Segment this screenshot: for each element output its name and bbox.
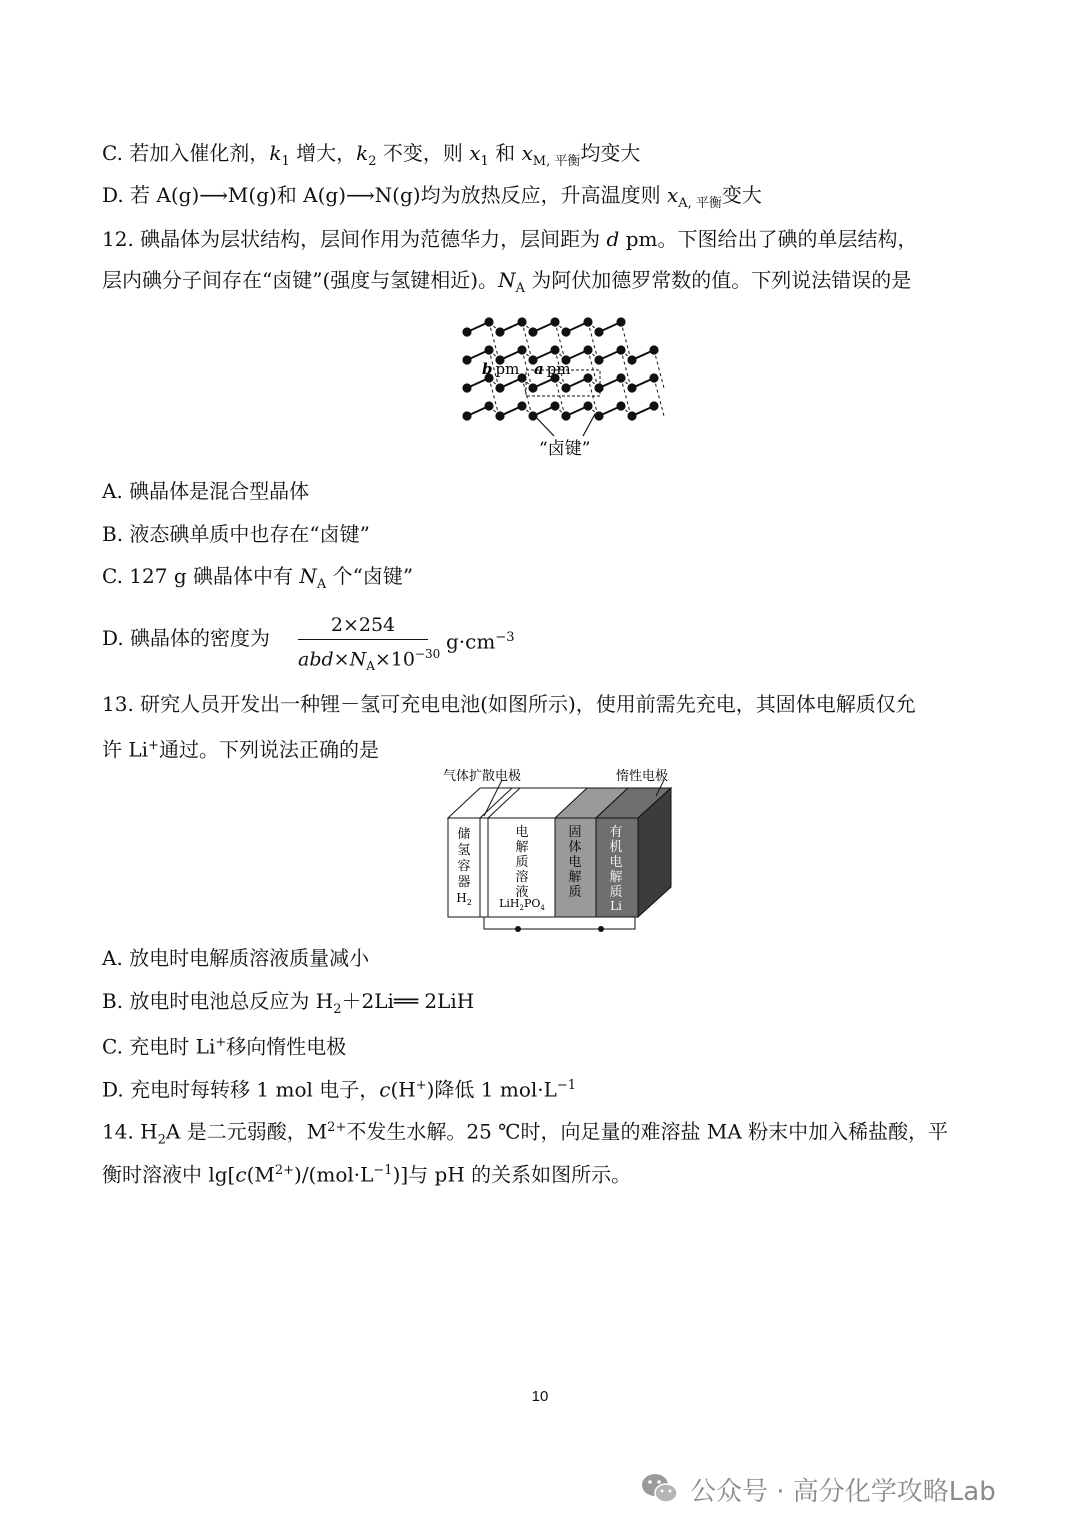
- solid-electrolyte-char: 质: [568, 885, 582, 900]
- organic-electrolyte-char: 解: [609, 870, 623, 885]
- halogen-bond: [555, 322, 566, 332]
- q14-stem-line-2: 衡时溶液中 $\lg[c(M^{2+})/(mol\cdot L^{-1})]$与 pH 的关系如图所示。: [102, 1162, 632, 1187]
- gas-diffusion-electrode: [480, 818, 488, 917]
- q12-option-d: D. 碘晶体的密度为: [102, 626, 271, 650]
- halogen-bond: [588, 378, 599, 388]
- halogen-bond: [621, 406, 632, 416]
- q13-option-b: B. 放电时电池总反应为 $H_2+2Li══$ 2LiH: [102, 989, 475, 1017]
- h2-storage-char: 氢: [457, 843, 471, 858]
- halogen-bond-arrow-left: [531, 412, 554, 436]
- circuit-terminal-right: [598, 926, 604, 932]
- iodine-atom: [463, 412, 470, 419]
- halogen-bond: [489, 378, 500, 388]
- q13-option-c: C. 充电时 Li+移向惰性电极: [102, 1034, 347, 1059]
- q14-stem-line-1: 14. $H_2A$ 是二元弱酸，$M^{2+}$不发生水解。25 ℃时，向足量的难溶盐 MA 粉末中加入稀盐酸，平: [102, 1119, 949, 1148]
- solid-electrolyte-char: 固: [568, 825, 582, 840]
- q12-stem-line-2: 层内碘分子间存在“卤键”(强度与氢键相近)。$N_A$ 为阿伏加德罗常数的值。下列说法错误的是: [102, 268, 912, 296]
- halogen-bond: [555, 350, 566, 360]
- solid-electrolyte-char: 体: [568, 840, 582, 855]
- iodine-atom: [463, 356, 470, 363]
- electrolyte-solution-char: 解: [515, 840, 529, 855]
- q13-stem-line-2: 许 Li+通过。下列说法正确的是: [102, 737, 379, 762]
- q12-option-b: B. 液态碘单质中也存在“卤键”: [102, 522, 370, 546]
- inert-electrode-label: 惰性电极: [616, 769, 669, 784]
- q12-stem-line-1: 12. 碘晶体为层状结构，层间作用为范德华力，层间距为 d pm。下图给出了碘的单层结构，: [102, 227, 918, 251]
- q12-option-c: C. 127 g 碘晶体中有 $N_A$ 个“卤键”: [102, 564, 414, 592]
- electrolyte-solution-char: 溶: [515, 870, 529, 885]
- density-unit: $g\cdot cm^{-3}$: [446, 629, 515, 654]
- battery-figure: [438, 766, 698, 936]
- h2-storage-char: 容: [457, 859, 471, 874]
- solid-electrolyte-char: 电: [568, 855, 582, 870]
- solid-electrolyte-char: 解: [568, 870, 582, 885]
- watermark-text: 公众号 · 高分化学攻略Lab: [690, 1476, 996, 1507]
- halogen-bond: [588, 350, 599, 360]
- fraction-numerator: 2×254: [330, 614, 396, 636]
- fraction-bar: [298, 639, 428, 640]
- organic-electrolyte-char: 机: [609, 840, 623, 855]
- label-a: a pm: [534, 360, 571, 378]
- halogen-bond: [522, 378, 533, 388]
- iodine-atom: [650, 402, 657, 409]
- watermark: [640, 1464, 996, 1514]
- halogen-bond: [489, 322, 500, 332]
- halogen-bond: [555, 378, 566, 388]
- organic-electrolyte-char: 有: [609, 825, 623, 840]
- organic-electrolyte-char: 质: [609, 885, 623, 900]
- iodine-atom: [463, 384, 470, 391]
- halogen-bond: [588, 406, 599, 416]
- halogen-bond: [489, 406, 500, 416]
- organic-electrolyte-char: 电: [609, 855, 623, 870]
- h2-storage-char: 储: [457, 827, 471, 842]
- wechat-icon: [640, 1471, 680, 1507]
- page-number: 10: [531, 1388, 549, 1405]
- electrolyte-solution-char: 质: [515, 855, 529, 870]
- external-circuit-wire: [484, 917, 635, 929]
- q13-option-a: A. 放电时电解质溶液质量减小: [102, 946, 370, 970]
- halogen-bond: [555, 406, 566, 416]
- halogen-bond-arrow-right: [583, 414, 595, 436]
- iodine-atom: [463, 328, 470, 335]
- li-label: Li: [610, 899, 622, 913]
- halogen-bond-label: “卤键”: [539, 439, 591, 459]
- label-b: b pm: [482, 360, 520, 378]
- q13-option-d: D. 充电时每转移 1 mol 电子，c(H+)降低 1 $mol\cdot L^{-1}$: [102, 1077, 577, 1102]
- lih2po4-label: $LiH_2PO_4$: [499, 897, 545, 912]
- electrolyte-solution-char: 电: [515, 825, 529, 840]
- halogen-bond: [621, 350, 632, 360]
- h2-label: $H_2$: [456, 891, 472, 907]
- halogen-bond: [522, 350, 533, 360]
- q11-option-c: C. 若加入催化剂，$k_1$ 增大，$k_2$ 不变，则 $x_1$ 和 $x_{M,}$ $_{平衡}$均变大: [102, 141, 641, 169]
- density-fraction: [298, 612, 441, 679]
- electrolyte-solution-char: 液: [515, 885, 529, 900]
- q11-option-d: D. 若 A(g)⟶M(g)和 A(g)⟶N(g)均为放热反应，升高温度则 $x_{A,}$ $_{平衡}$变大: [102, 183, 762, 211]
- halogen-bond: [522, 406, 533, 416]
- circuit-terminal-left: [515, 926, 521, 932]
- h2-storage-char: 器: [457, 875, 471, 890]
- halogen-bond: [489, 350, 500, 360]
- halogen-bond: [621, 378, 632, 388]
- gas-electrode-label: 气体扩散电极: [443, 769, 522, 784]
- halogen-bond: [588, 322, 599, 332]
- q12-option-a: A. 碘晶体是混合型晶体: [102, 479, 310, 503]
- q13-stem-line-1: 13. 研究人员开发出一种锂－氢可充电电池(如图所示)，使用前需先充电，其固体电解质仅允: [102, 692, 916, 716]
- halogen-bond: [522, 322, 533, 332]
- fraction-denominator: $abd\times N_A\times 10^{-30}$: [298, 647, 441, 674]
- iodine-layer-figure: [455, 308, 675, 463]
